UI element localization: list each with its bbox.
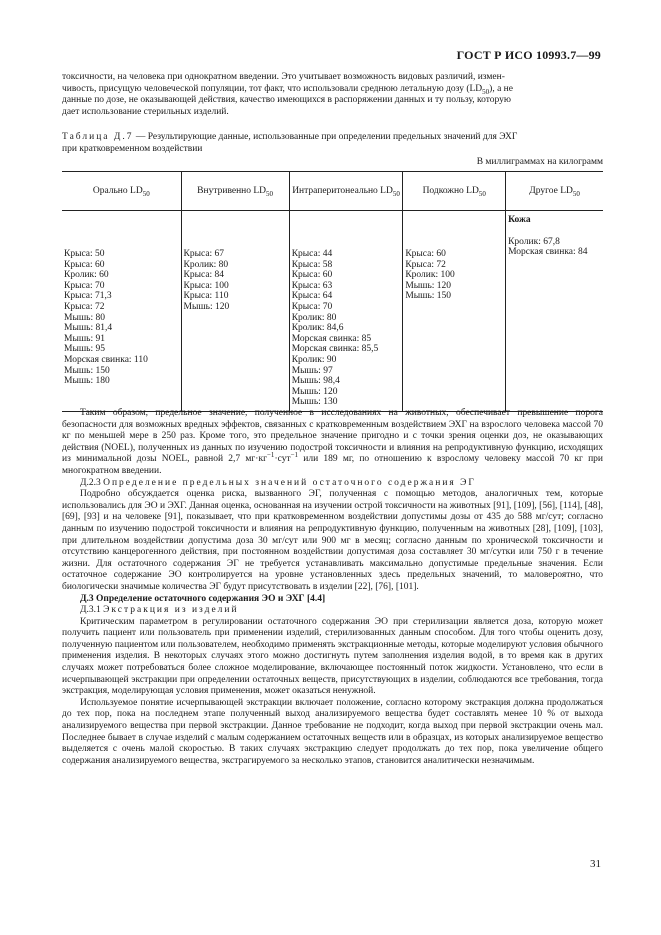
table-cell: Кролик: 100 (405, 270, 455, 281)
table-cell: Кролик: 84,6 (291, 323, 344, 334)
header-iv: Внутривенно $LD_{50}$ (181, 172, 289, 211)
body-text (62, 408, 603, 767)
ld50-table (62, 171, 603, 412)
intro-line-1: токсичности, на человека при однократном введении. Это учитывает возможность видовых различий, измен- (62, 72, 505, 82)
table-cell: Крыса: 58 (291, 259, 333, 270)
table-units: В миллиграммах на килограмм (476, 157, 603, 167)
table-cell: Мышь: 130 (291, 397, 338, 408)
header-ip: Интраперитонеально $LD_{50}$ (289, 172, 403, 211)
section-heading-d3: Д.3 Определение остаточного содержания ЭО и ЭХГ [4.4] (80, 593, 326, 604)
table-cell: Мышь: 120 (291, 386, 338, 397)
table-cell: Крыса: 110 (183, 291, 229, 302)
table-cell: Мышь: 120 (405, 280, 452, 291)
section-heading-d31: Д.3.1 Экстракция из изделий (80, 605, 239, 616)
other-column (506, 211, 603, 411)
table-cell: Морская свинка: 84 (508, 247, 588, 258)
table-cell: Морская свинка: 85,5 (291, 344, 379, 355)
table-cell: Крыса: 71,3 (64, 291, 112, 302)
table-subheading: Кожа (508, 215, 531, 225)
table-cell: Кролик: 80 (291, 312, 337, 323)
paragraph-conclusion: Таким образом, предельное значение, полученное в исследованиях на животных, обеспечивает превышение порога безопасности для возможных вредных эффектов, связанных с кратковременным воздействием ЭХГ на взрослого человека массой 70 кг по меньшей мере в 250 раз. Кроме того, это предельное значение пригодно и с точки зрения оценки доз, не оказывающих действия (NOEL), полученных из данных по изучению подострой токсичности и влияния на репродуктивную функцию, исходящих из минимальной дозы NOEL, равной 2,7 $мг\cdot кг^{-1}\cdot сут^{-1}$ или 189 мг, по отношению к взрослому человеку массой 70 кг при многократном введении. (62, 408, 604, 476)
table-cell: Мышь: 95 (64, 344, 105, 355)
table-cell: Кролик: 67,8 (508, 236, 560, 247)
paragraph-extraction: Критическим параметром в регулировании остаточного содержания ЭО при стерилизации является доза, которую может получить пациент или пользователь при применении изделий, стерилизованных данным способом. Для того чтобы оценить дозу, полученную пациентом или пользователем, необходимо применять экстракционные методы, которые моделируют условия обычного применения изделия. В некоторых случаях этого можно достигнуть путем заполнения изделия водой, в то время как в других случаях может потребоваться более сложное моделирование, включающее постоянный поток жидкости. Установлено, что если в исчерпывающей экстракции при определении остаточных веществ, присутствующих в изделии, соблюдаются все требования, тогда экстракция, моделирующая условия применения, может оказаться ненужной. (62, 616, 603, 697)
oral-column (62, 211, 181, 411)
sc-column (403, 211, 506, 411)
paragraph-exhaustive: Используемое понятие исчерпывающей экстракции включает положение, согласно которому экстракция должна продолжаться до тех пор, пока на последнем этапе полученный выход анализируемого вещества будет составлять менее 10 % от выхода анализируемого вещества при первой экстракции. Данное требование не подходит, когда выход при первой экстракции очень мал. Последнее бывает в случае изделий с малым содержанием остаточных веществ или в образцах, из которых анализируемое вещество выделяется с очень малой скоростью. В таких случаях экстракцию следует продолжать до тех пор, пока увеличение общего содержания анализируемого вещества, экстрагируемого за несколько этапов, становится аналитически незначимым. (62, 697, 603, 766)
table-cell: Крыса: 60 (405, 249, 446, 259)
table-cell: Крыса: 84 (183, 270, 225, 281)
table-cell: Крыса: 72 (64, 301, 105, 312)
table-cell: Крыса: 60 (291, 270, 333, 281)
table-cell: Крыса: 70 (291, 301, 333, 312)
paragraph-eg: Подробно обсуждается оценка риска, вызванного ЭГ, полученная с помощью методов, аналогичных тем, которые использовались для ЭО и ЭХГ. Данная оценка, основанная на изучении острой токсичности на животных [91], [109], [56], [114], [48], [69], [93] и на человеке [91], показывает, что при кратковременном воздействии допустимы дозы от 435 до 588 мг/сут; согласно данным по изучению подострой токсичности и влияния на репродуктивную функцию, полученным на животных [28], [109], [103], при длительном воздействии допустима доза 30 мг/сут или 900 мг в месяц; согласно данным по хронической токсичности и отсутствию канцерогенного действия, при постоянном воздействии допустимая доза составляет 30 мг/сутки или 750 г в течение жизни. Для остаточного содержания ЭГ не требуется устанавливать максимально допустимые предельные значения. Если остаточное содержание ЭО контролируется на уровне установленных здесь предельных значений, то маловероятно, что биологически значимые количества ЭГ будут присутствовать в изделии [22], [76], [101]. (62, 489, 603, 592)
table-cell: Мышь: 120 (183, 301, 230, 312)
table-cell: Крыса: 44 (291, 249, 333, 259)
table-cell: Крыса: 70 (64, 280, 105, 291)
table-cell: Крыса: 50 (64, 249, 105, 259)
table-cell: Крыса: 63 (291, 280, 333, 291)
table-cell: Морская свинка: 110 (64, 354, 148, 365)
intro-line-3: данные по дозе, не оказывающей действия, качество имеющихся в распоряжении данных и ту пользу, которую (62, 95, 512, 106)
ld-subscript: 50 (482, 87, 490, 96)
table-cell: Морская свинка: 85 (291, 333, 372, 344)
standard-header: ГОСТ Р ИСО 10993.7—99 (456, 48, 601, 62)
table-cell: Крыса: 67 (183, 249, 225, 259)
table-caption-line2: при кратковременном воздействии (62, 143, 203, 154)
intro-paragraph (62, 72, 603, 118)
table-cell: Мышь: 180 (64, 376, 110, 387)
section-heading-d23: Д.2.3 Определение предельных значений остаточного содержания ЭГ (80, 477, 476, 488)
table-cell: Мышь: 80 (64, 312, 105, 323)
intro-line-2-tail: ), а не (489, 83, 513, 94)
table-cell: Мышь: 91 (64, 333, 105, 344)
intro-line-2: чивость, присущую человеческой популяции, тот факт, что использовали среднюю летальную дозу (LD (62, 83, 483, 94)
table-caption-text: — Результирующие данные, использованные при определении предельных значений для ЭХГ (133, 132, 518, 142)
iv-column (181, 211, 289, 411)
table-cell: Кролик: 90 (291, 354, 337, 365)
page-number: 31 (590, 858, 601, 870)
table-cell: Мышь: 98,4 (291, 376, 340, 387)
table-cell: Крыса: 60 (64, 259, 105, 270)
header-oral: Орально $LD_{50}$ (62, 172, 181, 211)
table-cell: Мышь: 150 (64, 365, 110, 376)
table-cell: Мышь: 81,4 (64, 323, 113, 334)
ip-column (289, 211, 403, 411)
table-cell: Кролик: 60 (64, 270, 109, 281)
table-label: Таблица Д.7 (62, 132, 134, 142)
header-other: Другое $LD_{50}$ (506, 172, 603, 211)
table-cell: Крыса: 64 (291, 291, 333, 302)
table-cell: Кролик: 80 (183, 259, 229, 270)
table-cell: Крыса: 72 (405, 259, 446, 270)
intro-line-4: дает использование стерильных изделий. (62, 106, 229, 117)
table-cell: Крыса: 100 (183, 280, 229, 291)
table-cell: Мышь: 97 (291, 365, 333, 376)
table-cell: Мышь: 150 (405, 291, 452, 302)
header-sc: Подкожно $LD_{50}$ (403, 172, 506, 211)
table-caption (62, 132, 603, 155)
